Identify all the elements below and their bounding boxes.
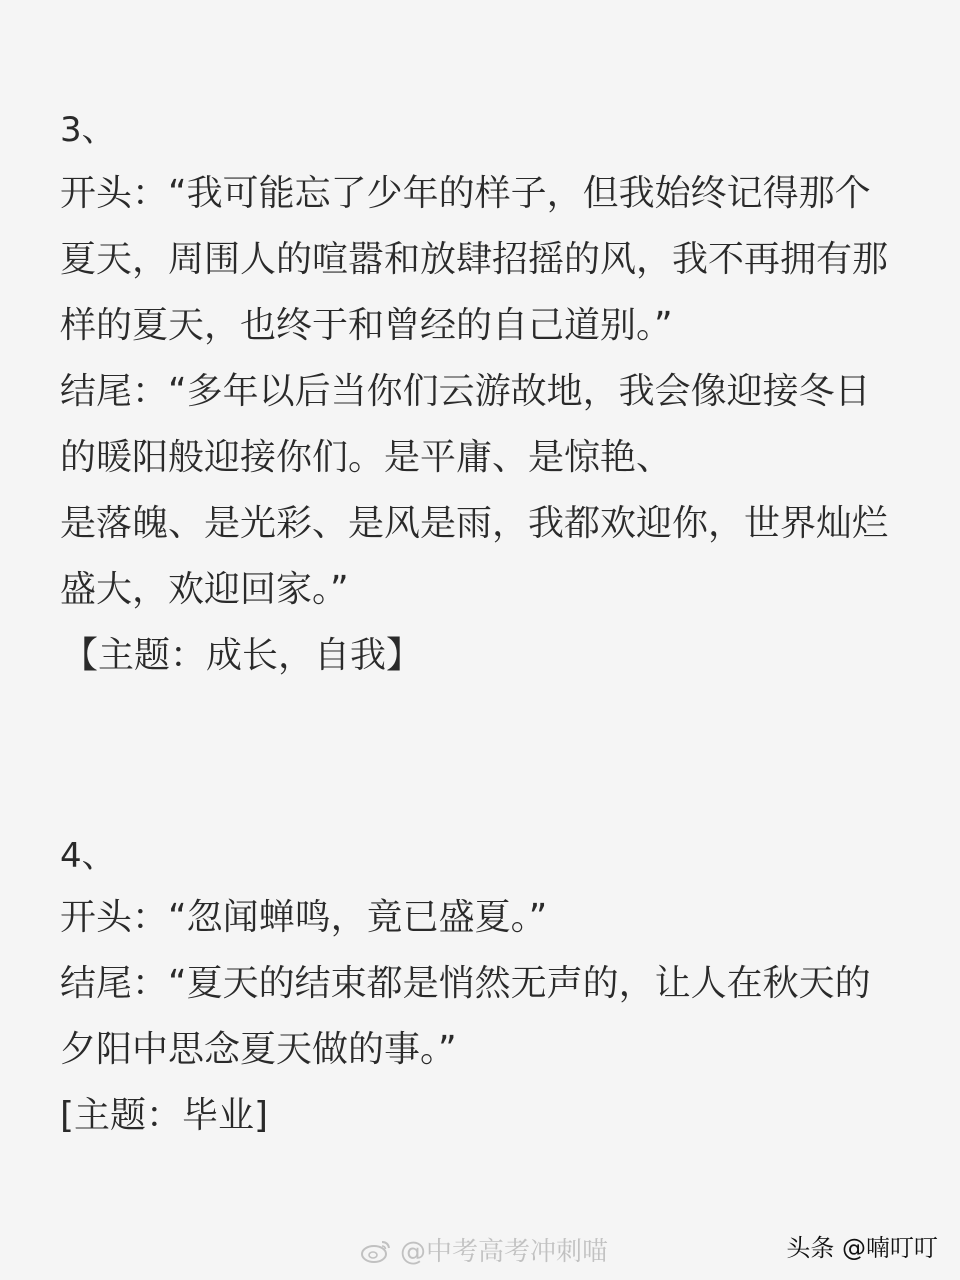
text-line: 开头：“忽闻蝉鸣，竟已盛夏。” bbox=[60, 897, 548, 938]
text-line: 是落魄、是光彩、是风是雨，我都欢迎你，世界灿烂 bbox=[60, 503, 889, 544]
section-number: 4、 bbox=[60, 836, 116, 876]
text-line: 盛大，欢迎回家。” bbox=[60, 569, 349, 610]
section-number: 3、 bbox=[60, 110, 116, 150]
text-line: 的暖阳般迎接你们。是平庸、是惊艳、 bbox=[60, 437, 673, 478]
watermark-text: @中考高考冲刺喵 bbox=[400, 1237, 609, 1267]
text-line: 结尾：“夏天的结束都是悄然无声的，让人在秋天的 bbox=[60, 963, 871, 1004]
footer-brand: 头条 @喃叮叮 bbox=[786, 1234, 938, 1262]
text-line: 夕阳中思念夏天做的事。” bbox=[60, 1029, 457, 1070]
text-line: 开头：“我可能忘了少年的样子，但我始终记得那个 bbox=[60, 173, 871, 214]
text-line: 夏天，周围人的喧嚣和放肆招摇的风，我不再拥有那 bbox=[60, 239, 889, 280]
weibo-icon bbox=[360, 1238, 392, 1264]
text-line: 样的夏天，也终于和曾经的自己道别。” bbox=[60, 305, 673, 346]
text-line: 结尾：“多年以后当你们云游故地，我会像迎接冬日 bbox=[60, 371, 871, 412]
theme-label: 【主题：成长，自我】 bbox=[62, 635, 423, 676]
theme-label: [主题：毕业] bbox=[60, 1095, 269, 1136]
